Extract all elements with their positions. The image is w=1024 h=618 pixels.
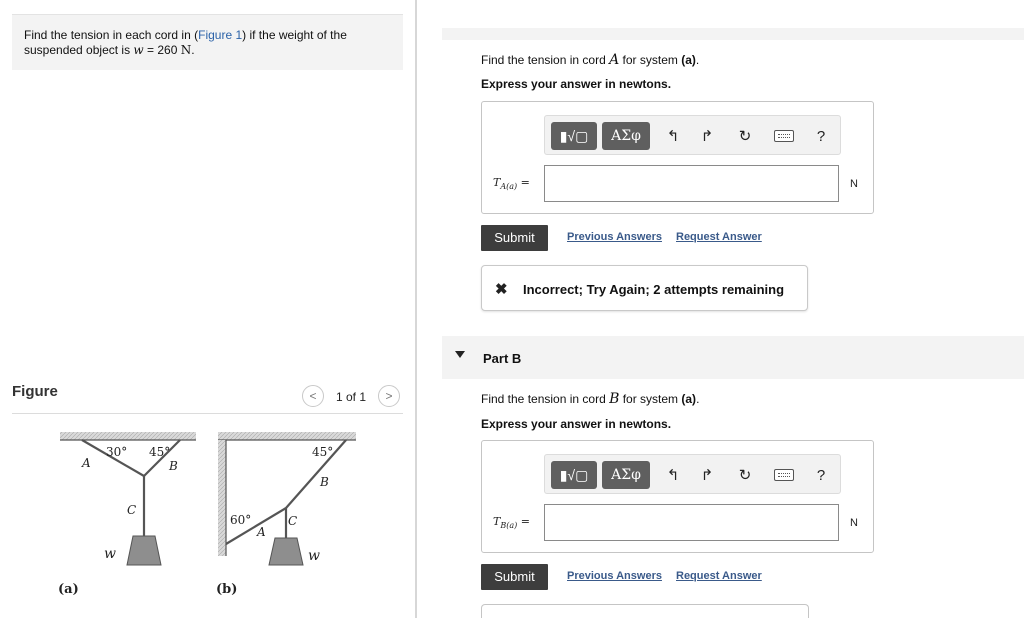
incorrect-icon: ✖ <box>495 281 508 298</box>
part-a-answer-panel <box>481 101 874 214</box>
part-b-question-sys: (a) <box>681 392 697 406</box>
part-b-question-var: B <box>609 391 620 407</box>
problem-pane <box>0 0 416 618</box>
part-a-question <box>481 52 699 68</box>
problem-unit: N <box>180 43 192 57</box>
problem-text-middle: ) if the weight of the suspended object is <box>24 28 347 57</box>
part-b-question-suffix: . <box>696 392 700 406</box>
keyboard-icon[interactable] <box>774 130 794 142</box>
part-a-question-suffix: . <box>695 53 700 67</box>
reset-icon[interactable]: ↻ <box>738 128 752 145</box>
cord-label-A: A <box>82 456 91 470</box>
part-b-var-eq: = <box>517 515 530 528</box>
part-a-math-toolbar <box>544 115 841 155</box>
part-a-request-answer-link[interactable]: Request Answer <box>676 231 762 243</box>
system-a <box>58 432 196 597</box>
weight-label-b: w <box>308 548 320 564</box>
figure-diagram <box>40 422 370 602</box>
weight-block-b <box>269 538 303 565</box>
part-a-submit-button[interactable]: Submit <box>481 225 548 251</box>
part-b-question <box>481 391 699 407</box>
undo-icon[interactable]: ↰ <box>666 128 680 145</box>
part-b-answer-panel <box>481 440 874 553</box>
part-a-question-sys: (a) <box>681 53 696 67</box>
greek-symbols-button[interactable]: ΑΣφ <box>602 461 650 489</box>
feedback-text: Incorrect; Try Again; 2 attempts remaining <box>523 282 785 297</box>
problem-text-prefix: Find the tension in each cord in ( <box>24 28 199 42</box>
weight-block-a <box>127 536 161 565</box>
part-b-question-prefix: Find the tension in cord <box>481 392 610 406</box>
cord-label-B: B <box>169 459 178 473</box>
part-a-question-var: A <box>609 52 620 68</box>
problem-suffix: . <box>191 43 195 57</box>
cord-label-C: C <box>127 503 137 517</box>
collapse-caret-icon[interactable] <box>455 351 465 358</box>
feedback-box <box>481 265 808 311</box>
part-a-var-eq: = <box>517 176 530 189</box>
figure-prev-button[interactable]: < <box>302 385 324 407</box>
cord-label-C-b: C <box>288 514 298 528</box>
cord-label-A-b: A <box>257 525 266 539</box>
part-b-var-main: T <box>493 515 501 528</box>
caption-a: (a) <box>58 582 79 597</box>
part-a-express: Express your answer in newtons. <box>481 77 672 91</box>
templates-button[interactable]: ▮√▢ <box>551 122 597 150</box>
help-icon[interactable]: ? <box>816 467 826 484</box>
part-b-question-mid: for system <box>619 392 682 406</box>
caption-b: (b) <box>216 582 238 597</box>
keyboard-icon[interactable] <box>774 469 794 481</box>
part-a-variable-label <box>493 176 530 191</box>
next-panel-edge <box>481 604 809 618</box>
part-b-title: Part B <box>483 351 522 366</box>
system-b <box>216 432 356 597</box>
part-b-unit: N <box>850 517 858 529</box>
figure-pager-text: 1 of 1 <box>336 390 367 404</box>
figure-title: Figure <box>12 383 58 400</box>
part-a-answer-input[interactable] <box>544 165 839 202</box>
figure-link[interactable]: Figure 1 <box>198 28 243 42</box>
part-b-request-answer-link[interactable]: Request Answer <box>676 570 762 582</box>
ceiling-b <box>218 432 356 440</box>
redo-icon[interactable]: ↱ <box>700 467 714 484</box>
part-b-previous-answers-link[interactable]: Previous Answers <box>567 570 662 582</box>
angle-label-45: 45° <box>149 445 171 459</box>
part-a-header-strip <box>442 28 1024 40</box>
weight-variable: w <box>133 43 144 57</box>
part-a-question-prefix: Find the tension in cord <box>481 53 610 67</box>
angle-label-60: 60° <box>230 513 252 527</box>
part-a-var-main: T <box>493 176 501 189</box>
redo-icon[interactable]: ↱ <box>700 128 714 145</box>
part-b-math-toolbar <box>544 454 841 494</box>
cord-label-B-b: B <box>320 475 329 489</box>
undo-icon[interactable]: ↰ <box>666 467 680 484</box>
reset-icon[interactable]: ↻ <box>738 467 752 484</box>
part-b-variable-label <box>493 515 530 530</box>
figure-header <box>12 380 403 414</box>
help-icon[interactable]: ? <box>816 128 826 145</box>
part-a-previous-answers-link[interactable]: Previous Answers <box>567 231 662 243</box>
templates-button[interactable]: ▮√▢ <box>551 461 597 489</box>
part-b-express: Express your answer in newtons. <box>481 417 672 431</box>
ceiling-a <box>60 432 196 440</box>
part-b-header[interactable] <box>442 336 1024 379</box>
wall-b <box>218 440 226 556</box>
part-a-question-mid: for system <box>619 53 682 67</box>
answer-pane <box>417 0 1024 618</box>
part-b-submit-button[interactable]: Submit <box>481 564 548 590</box>
angle-label-45-b: 45° <box>312 445 334 459</box>
greek-symbols-button[interactable]: ΑΣφ <box>602 122 650 150</box>
part-b-var-sub: B(a) <box>500 521 518 531</box>
part-a-unit: N <box>850 178 858 190</box>
weight-label-a: w <box>104 546 116 562</box>
part-a-var-sub: A(a) <box>500 182 518 192</box>
problem-equals: = 260 <box>143 43 181 57</box>
figure-next-button[interactable]: > <box>378 385 400 407</box>
angle-label-30: 30° <box>106 445 128 459</box>
problem-statement <box>12 14 403 70</box>
part-b-answer-input[interactable] <box>544 504 839 541</box>
